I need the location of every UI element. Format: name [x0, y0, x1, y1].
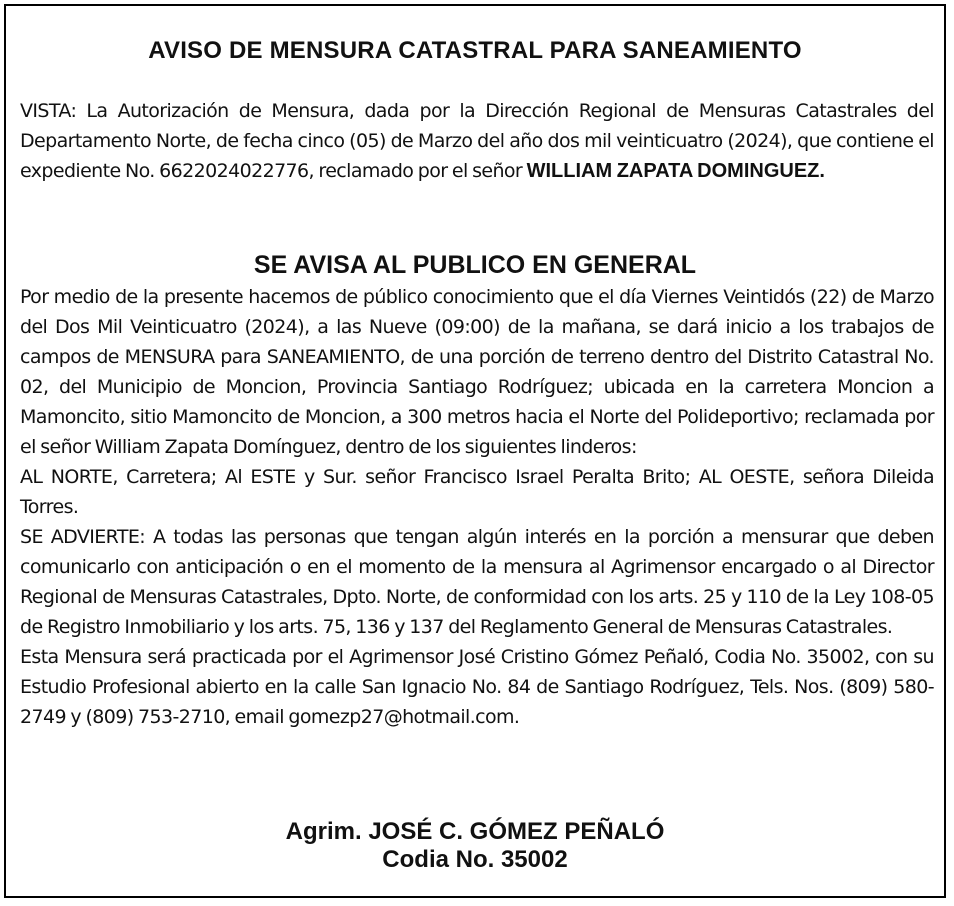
claimant-name: WILLIAM ZAPATA DOMINGUEZ.	[526, 160, 825, 182]
vista-text: VISTA: La Autorización de Mensura, dada por la Dirección Regional de Mensuras Catastrales del Departamento Norte, de fecha cinco (05) de Marzo del año dos mil veinticuatro (2024), que contiene el expediente No. 6622024022776, reclamado por el señor	[20, 100, 934, 182]
warning-paragraph: SE ADVIERTE: A todas las personas que tengan algún interés en la porción a mensurar que deben comunicarlo con anticipación o en el momento de la mensura al Agrimensor encargado o al Director Regional de Mensuras Catastrales, Dpto. Norte, de conformidad con los arts. 25 y 110 de la Ley 108-05 de Registro Inmobiliario y los arts. 75, 136 y 137 del Reglamento General de Mensuras Catastrales.	[20, 526, 934, 638]
signature-name: Agrim. JOSÉ C. GÓMEZ PEÑALÓ	[285, 818, 665, 845]
boundaries-paragraph: AL NORTE, Carretera; Al ESTE y Sur. señor Francisco Israel Peralta Brito; AL OESTE, señora Dileida Torres.	[20, 466, 934, 518]
surveyor-paragraph: Esta Mensura será practicada por el Agrimensor José Cristino Gómez Peñaló, Codia No. 35002, con su Estudio Profesional abierto en la calle San Ignacio No. 84 de Santiago Rodríguez, Tels. Nos. (809) 580-2749 y (809) 753-2710, email gomezp27@hotmail.com.	[20, 646, 934, 728]
notice-title: AVISO DE MENSURA CATASTRAL PARA SANEAMIENTO	[148, 37, 802, 64]
vista-paragraph	[20, 96, 934, 186]
signature-block	[6, 818, 944, 874]
notice-subtitle: SE AVISA AL PUBLICO EN GENERAL	[253, 251, 697, 279]
announcement-paragraph: Por medio de la presente hacemos de público conocimiento que el día Viernes Veintidós (22) de Marzo del Dos Mil Veinticuatro (2024), a las Nueve (09:00) de la mañana, se dará inicio a los trabajos de campos de MENSURA para SANEAMIENTO, de una porción de terreno dentro del Distrito Catastral No. 02, del Municipio de Moncion, Provincia Santiago Rodríguez; ubicada en la carretera Moncion a Mamoncito, sitio Mamoncito de Moncion, a 300 metros hacia el Norte del Polideportivo; reclamada por el señor William Zapata Domínguez, dentro de los siguientes linderos:	[20, 286, 934, 458]
legal-notice	[4, 4, 946, 898]
notice-body	[20, 282, 934, 732]
signature-codia: Codia No. 35002	[382, 846, 568, 873]
